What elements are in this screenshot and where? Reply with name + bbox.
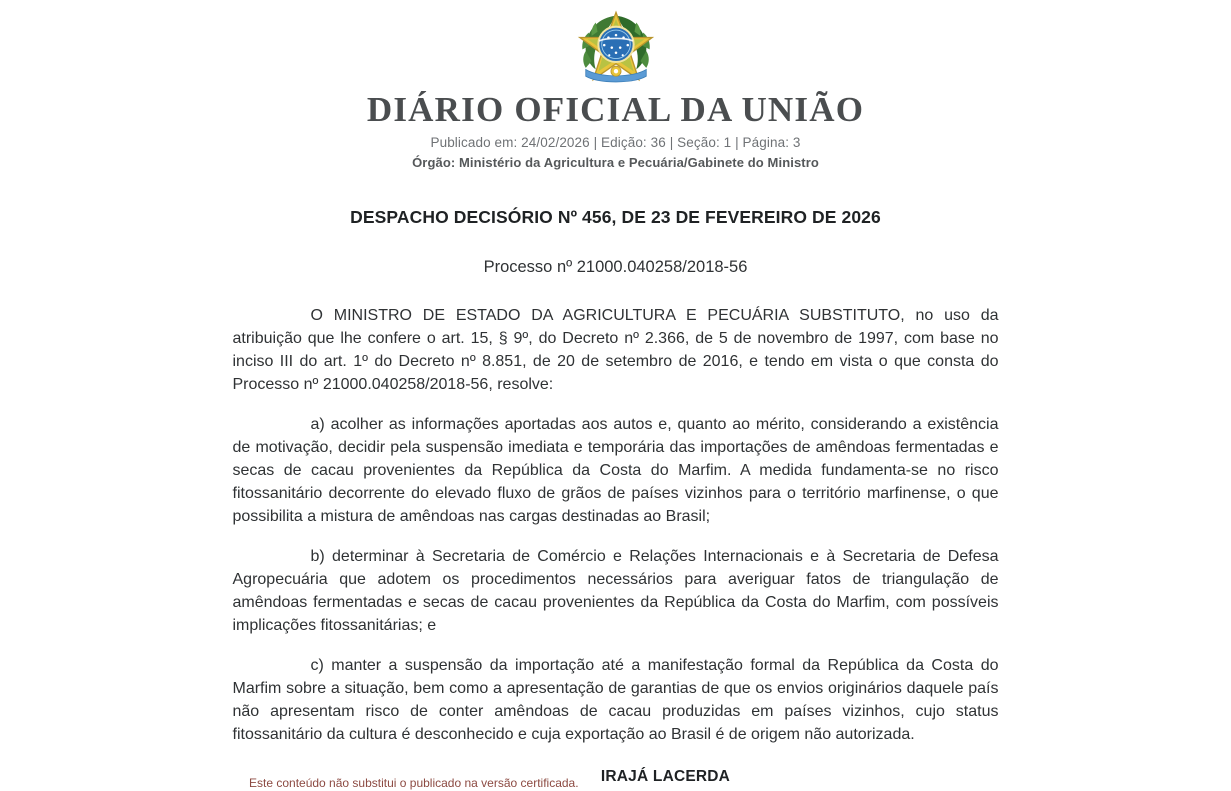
- process-number: Processo nº 21000.040258/2018-56: [483, 258, 748, 276]
- paragraph-item-b: b) determinar à Secretaria de Comércio e Relações Internacionais e à Secretaria de Defesa Agropecuária que adotem os procedimentos necessários para averiguar fatos de triangulação de amêndoas fermentadas e secas de cacau provenientes da República da Costa do Marfim, com possíveis implicações fitossanitárias; e: [232, 548, 999, 634]
- footer-disclaimer: Este conteúdo não substitui o publicado na versão certificada.: [249, 776, 579, 790]
- document-title: DESPACHO DECISÓRIO Nº 456, DE 23 DE FEVEREIRO DE 2026: [350, 207, 881, 227]
- publication-meta: Publicado em: 24/02/2026 | Edição: 36 | Seção: 1 | Página: 3: [430, 135, 801, 150]
- emblem-container: [0, 0, 1231, 88]
- paragraph-item-a: a) acolher as informações aportadas aos autos e, quanto ao mérito, considerando a existência de motivação, decidir pela suspensão imediata e temporária das importações de amêndoas fermentadas e secas de cacau provenientes da República da Costa do Marfim. A medida fundamenta-se no risco fitossanitário decorrente do elevado fluxo de grãos de países vizinhos para o território marfinense, o que possibilita a mistura de amêndoas nas cargas destinadas ao Brasil;: [232, 416, 999, 525]
- signatory-name: IRAJÁ LACERDA: [600, 768, 731, 785]
- masthead: [0, 90, 1231, 172]
- organ-line: Órgão: Ministério da Agricultura e Pecuária/Gabinete do Ministro: [412, 155, 819, 170]
- document-content: [233, 205, 999, 788]
- paragraph-item-c: c) manter a suspensão da importação até a manifestação formal da República da Costa do Marfim sobre a situação, bem como a apresentação de garantias de que os envios originários daquele país não apresentam risco de conter amêndoas de cacau produzidas em países vizinhos, cujo status fitossanitário da cultura é desconhecido e cuja exportação ao Brasil é de origem não autorizada.: [232, 657, 999, 743]
- paragraph-preamble: O MINISTRO DE ESTADO DA AGRICULTURA E PECUÁRIA SUBSTITUTO, no uso da atribuição que lhe confere o art. 15, § 9º, do Decreto nº 2.366, de 5 de novembro de 1997, com base no inciso III do art. 1º do Decreto nº 8.851, de 20 de setembro de 2016, e tendo em vista o que consta do Processo nº 21000.040258/2018-56, resolve:: [232, 307, 999, 393]
- page-title: DIÁRIO OFICIAL DA UNIÃO: [366, 90, 865, 129]
- brazil-coat-of-arms-icon: [574, 4, 658, 88]
